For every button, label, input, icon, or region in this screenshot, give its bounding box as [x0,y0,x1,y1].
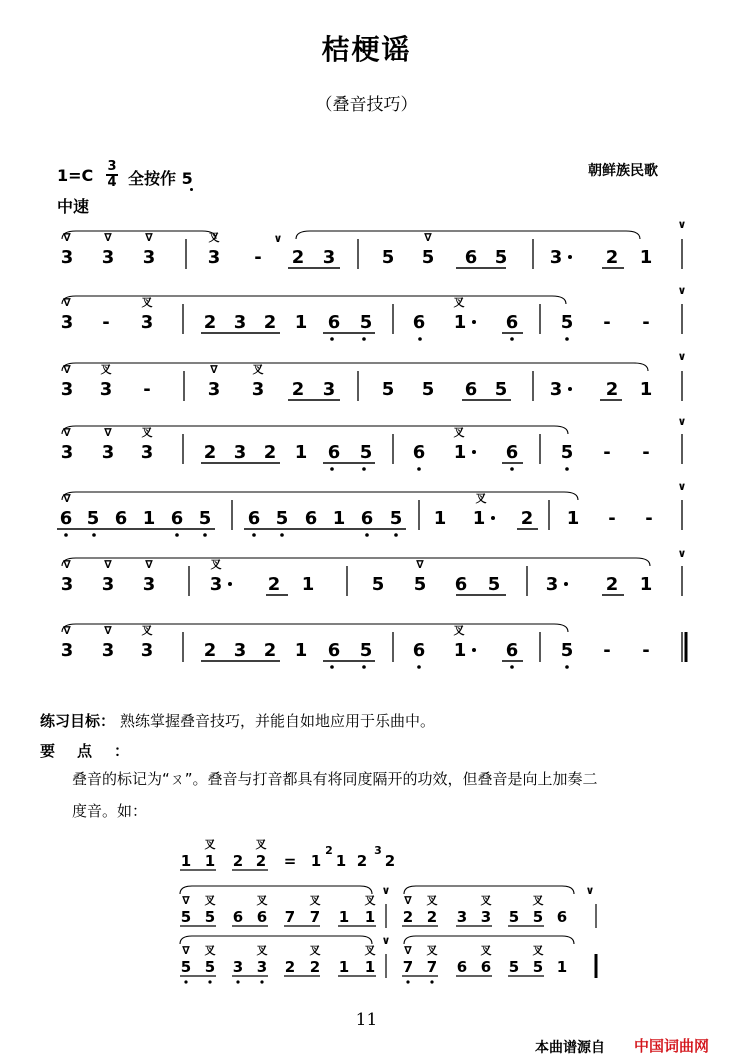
slur [62,363,648,371]
score-note: 6 [412,442,426,463]
accent-mark: ∇ [145,558,153,571]
accent-mark: ∇ [404,944,412,957]
low-octave-dot [330,665,334,669]
score-note: 3 [233,312,247,333]
ornament-mark: 叉 [141,296,153,309]
score-note: 6 [505,640,519,661]
example-note: 6 [480,958,492,976]
example-note: 5 [180,958,192,976]
example-note: 1 [556,958,568,976]
score-note: 1 [294,640,308,661]
ornament-mark: 叉 [453,426,465,439]
ornament-mark: 叉 [204,838,216,851]
example-note: 3 [480,908,492,926]
augmentation-dot [228,582,232,586]
score-note: 2 [291,379,305,400]
breath-mark: ∨ [381,884,391,897]
ornament-mark: 叉 [309,894,321,907]
score-note: 5 [421,247,435,268]
score-note: 3 [101,574,115,595]
goal-label: 练习目标： [40,712,116,730]
ornament-mark: 叉 [204,944,216,957]
score-note: 6 [327,442,341,463]
score-note: - [645,508,653,529]
score-note: 3 [60,247,74,268]
score-note: 6 [412,312,426,333]
score-note: 3 [207,247,221,268]
slur [62,231,216,239]
augmentation-dot [568,387,572,391]
example-note: 2 [384,852,396,870]
example-note: 1 [335,852,347,870]
ornament-mark: 叉 [426,894,438,907]
example-note: 6 [232,908,244,926]
accent-mark: ∇ [104,231,112,244]
ornament-mark: 叉 [453,296,465,309]
example-note: 5 [204,958,216,976]
score-note: 3 [209,574,223,595]
augmentation-dot [568,255,572,259]
low-octave-dot [252,533,256,537]
ornament-mark: 叉 [141,624,153,637]
low-octave-dot [330,337,334,341]
accent-mark: ∇ [104,624,112,637]
score-note: 1 [332,508,346,529]
score-note: 5 [359,312,373,333]
score-note: 5 [371,574,385,595]
score-note: 6 [454,574,468,595]
example-note: 1 [338,908,350,926]
ornament-mark: 叉 [480,894,492,907]
example-note: 3 [456,908,468,926]
score-note: 5 [560,442,574,463]
song-title: 桔梗谣 [321,33,412,66]
ornament-mark: 叉 [256,894,268,907]
example-note: 2 [232,852,244,870]
ornament-mark: 叉 [364,944,376,957]
score-note: 1 [294,442,308,463]
accent-mark: ∇ [63,231,71,244]
score-note: 3 [549,379,563,400]
example-note: 7 [284,908,296,926]
score-note: 2 [291,247,305,268]
key-signature: 1=C [57,166,94,185]
score-note: 5 [560,312,574,333]
score-note: 5 [381,379,395,400]
example-note: 6 [556,908,568,926]
low-octave-dot [330,467,334,471]
example-note: 5 [532,908,544,926]
example-note: 1 [364,908,376,926]
ornament-mark: 叉 [480,944,492,957]
accent-mark: ∇ [104,426,112,439]
score-note: 3 [207,379,221,400]
ornament-mark: 叉 [204,894,216,907]
low-octave-dot [365,533,369,537]
slur [62,492,578,500]
accent-mark: ∇ [104,558,112,571]
score-note: 2 [605,247,619,268]
tempo-marking: 中速 [57,197,90,216]
low-octave-dot [418,337,422,341]
low-octave-dot [510,467,514,471]
score-note: 3 [101,442,115,463]
ornament-mark: 叉 [100,363,112,376]
score-note: 6 [114,508,128,529]
score-note: 3 [322,247,336,268]
low-octave-dot [565,665,569,669]
score-note: 3 [140,640,154,661]
ornament-mark: 叉 [475,492,487,505]
score-note: 3 [140,442,154,463]
example-note: = [283,852,297,870]
score-note: 6 [327,640,341,661]
accent-mark: ∇ [424,231,432,244]
score-note: 1 [301,574,315,595]
ornament-mark: 叉 [426,944,438,957]
low-octave-dot [362,337,366,341]
breath-mark: ∨ [677,284,687,297]
score-note: - [102,312,110,333]
score-note: 3 [101,640,115,661]
song-subtitle: （叠音技巧） [315,95,418,115]
score-note: 5 [381,247,395,268]
breath-mark: ∨ [677,480,687,493]
score-note: 3 [60,379,74,400]
score-note: 3 [60,640,74,661]
slur [296,231,640,239]
accent-mark: ∇ [145,231,153,244]
score-note: 1 [566,508,580,529]
low-octave-dot [184,980,187,983]
score-note: 1 [294,312,308,333]
score-note: - [642,442,650,463]
score-note: 3 [140,312,154,333]
score-note: - [143,379,151,400]
example-note: 2 [255,852,267,870]
low-octave-dot [175,533,179,537]
low-octave-dot [64,533,68,537]
ornament-mark: 叉 [309,944,321,957]
grace-note: 3 [374,844,382,857]
ornament-mark: 叉 [364,894,376,907]
score-note: 5 [421,379,435,400]
explanation-paragraph: 叠音的标记为“ㄡ”。叠音与打音都具有将同度隔开的功效，但叠音是向上加奏二 [72,770,598,788]
score-note: 6 [505,442,519,463]
example-note: 7 [309,908,321,926]
score-note: 1 [142,508,156,529]
explanation-paragraph-cont: 度音。如： [72,802,148,820]
score-note: - [254,247,262,268]
example-note: 5 [508,958,520,976]
slur [62,624,568,632]
ornament-mark: 叉 [255,838,267,851]
low-octave-dot [362,665,366,669]
ornament-mark: 叉 [453,624,465,637]
score-note: 1 [472,508,486,529]
score-note: 3 [545,574,559,595]
slur [62,426,568,434]
score-note: 1 [453,312,467,333]
accent-mark: ∇ [210,363,218,376]
example-note: 3 [232,958,244,976]
augmentation-dot [564,582,568,586]
score-note: 2 [263,640,277,661]
points-label: 要点： [40,742,152,760]
score-note: 2 [605,379,619,400]
ornament-mark: 叉 [532,944,544,957]
breath-mark: ∨ [677,547,687,560]
score-note: 2 [203,442,217,463]
low-octave-dot [417,467,421,471]
score-note: 5 [359,442,373,463]
score-note: 3 [142,247,156,268]
low-octave-dot [236,980,239,983]
score-note: 6 [464,247,478,268]
example-note: 5 [180,908,192,926]
example-note: 2 [402,908,414,926]
score-note: 1 [639,247,653,268]
augmentation-dot [472,648,476,652]
example-note: 7 [402,958,414,976]
accent-mark: ∇ [63,426,71,439]
score-note: 5 [494,247,508,268]
example-note: 2 [284,958,296,976]
score-note: 6 [247,508,261,529]
ornament-mark: 叉 [252,363,264,376]
score-note: 3 [233,640,247,661]
breath-mark: ∨ [585,884,595,897]
low-octave-dot [92,533,96,537]
accent-mark: ∇ [404,894,412,907]
score-note: - [608,508,616,529]
example-note: 5 [532,958,544,976]
accent-mark: ∇ [63,363,71,376]
slur [180,936,372,944]
ornament-mark: 叉 [256,944,268,957]
score-note: 6 [360,508,374,529]
accent-mark: ∇ [63,492,71,505]
augmentation-dot [472,320,476,324]
accent-mark: ∇ [63,558,71,571]
grace-note: 2 [325,844,333,857]
score-note: 6 [464,379,478,400]
example-note: 1 [180,852,192,870]
example-note: 7 [426,958,438,976]
example-note: 1 [310,852,322,870]
score-note: 2 [203,640,217,661]
score-note: 3 [101,247,115,268]
low-octave-dot [565,467,569,471]
low-octave-dot [260,980,263,983]
score-note: 6 [59,508,73,529]
goal-text: 熟练掌握叠音技巧，并能自如地应用于乐曲中。 [120,712,436,730]
score-note: - [642,312,650,333]
score-note: 2 [263,312,277,333]
score-note: 5 [86,508,100,529]
score-note: 6 [505,312,519,333]
example-note: 3 [256,958,268,976]
score-note: 1 [639,379,653,400]
page-number: 11 [355,1010,378,1030]
breath-mark: ∨ [381,934,391,947]
low-octave-dot [417,665,421,669]
score-note: 1 [453,640,467,661]
low-octave-dot [203,533,207,537]
breath-mark: ∨ [273,232,283,245]
example-note: 5 [204,908,216,926]
accent-mark: ∇ [416,558,424,571]
breath-mark: ∨ [677,218,687,231]
low-octave-dot [280,533,284,537]
low-octave-dot [510,665,514,669]
example-note: 6 [456,958,468,976]
augmentation-dot [491,516,495,520]
song-attribution: 朝鲜族民歌 [588,163,658,179]
fingering-note: 全按作 5 [128,169,193,188]
score-note: 6 [412,640,426,661]
ornament-mark: 叉 [210,558,222,571]
accent-mark: ∇ [63,296,71,309]
example-note: 6 [256,908,268,926]
score-note: 6 [170,508,184,529]
low-octave-dot [208,980,211,983]
score-note: - [603,640,611,661]
accent-mark: ∇ [182,944,190,957]
score-note: 5 [494,379,508,400]
time-signature-top: 3 [107,159,117,174]
score-note: 3 [233,442,247,463]
score-note: 2 [267,574,281,595]
augmentation-dot [472,450,476,454]
score-note: 3 [549,247,563,268]
score-note: 5 [413,574,427,595]
score-note: 2 [520,508,534,529]
accent-mark: ∇ [63,624,71,637]
breath-mark: ∨ [677,415,687,428]
ornament-mark: 叉 [208,231,220,244]
example-note: 1 [338,958,350,976]
score-note: 1 [453,442,467,463]
accent-mark: ∇ [182,894,190,907]
score-note: 2 [203,312,217,333]
score-note: 2 [605,574,619,595]
slur [180,886,372,894]
score-note: 5 [359,640,373,661]
score-note: 5 [275,508,289,529]
score-note: - [642,640,650,661]
slur [62,296,566,304]
slur [404,936,574,944]
example-note: 5 [508,908,520,926]
low-octave-dot [510,337,514,341]
low-octave-dot [362,467,366,471]
score-note: 3 [60,312,74,333]
score-note: - [603,442,611,463]
ornament-mark: 叉 [532,894,544,907]
score-note: - [603,312,611,333]
breath-mark: ∨ [677,350,687,363]
score-note: 3 [60,442,74,463]
score-note: 6 [304,508,318,529]
score-note: 3 [60,574,74,595]
low-octave-dot [430,980,433,983]
low-octave-dot [406,980,409,983]
score-note: 3 [251,379,265,400]
source-label: 本曲谱源自 [535,1040,605,1056]
score-note: 3 [142,574,156,595]
example-note: 2 [426,908,438,926]
source-site-logo[interactable]: 中国词曲网 [634,1037,710,1055]
score-note: 5 [560,640,574,661]
example-note: 1 [364,958,376,976]
time-signature-bottom: 4 [107,175,117,190]
example-note: 1 [204,852,216,870]
low-octave-dot [565,337,569,341]
score-note: 5 [389,508,403,529]
score-note: 1 [433,508,447,529]
score-note: 2 [263,442,277,463]
example-note: 2 [309,958,321,976]
ornament-mark: 叉 [141,426,153,439]
score-note: 5 [198,508,212,529]
score-note: 1 [639,574,653,595]
score-note: 3 [322,379,336,400]
example-note: 2 [356,852,368,870]
score-note: 5 [487,574,501,595]
low-octave-dot [394,533,398,537]
slur [404,886,574,894]
score-note: 3 [99,379,113,400]
score-note: 6 [327,312,341,333]
